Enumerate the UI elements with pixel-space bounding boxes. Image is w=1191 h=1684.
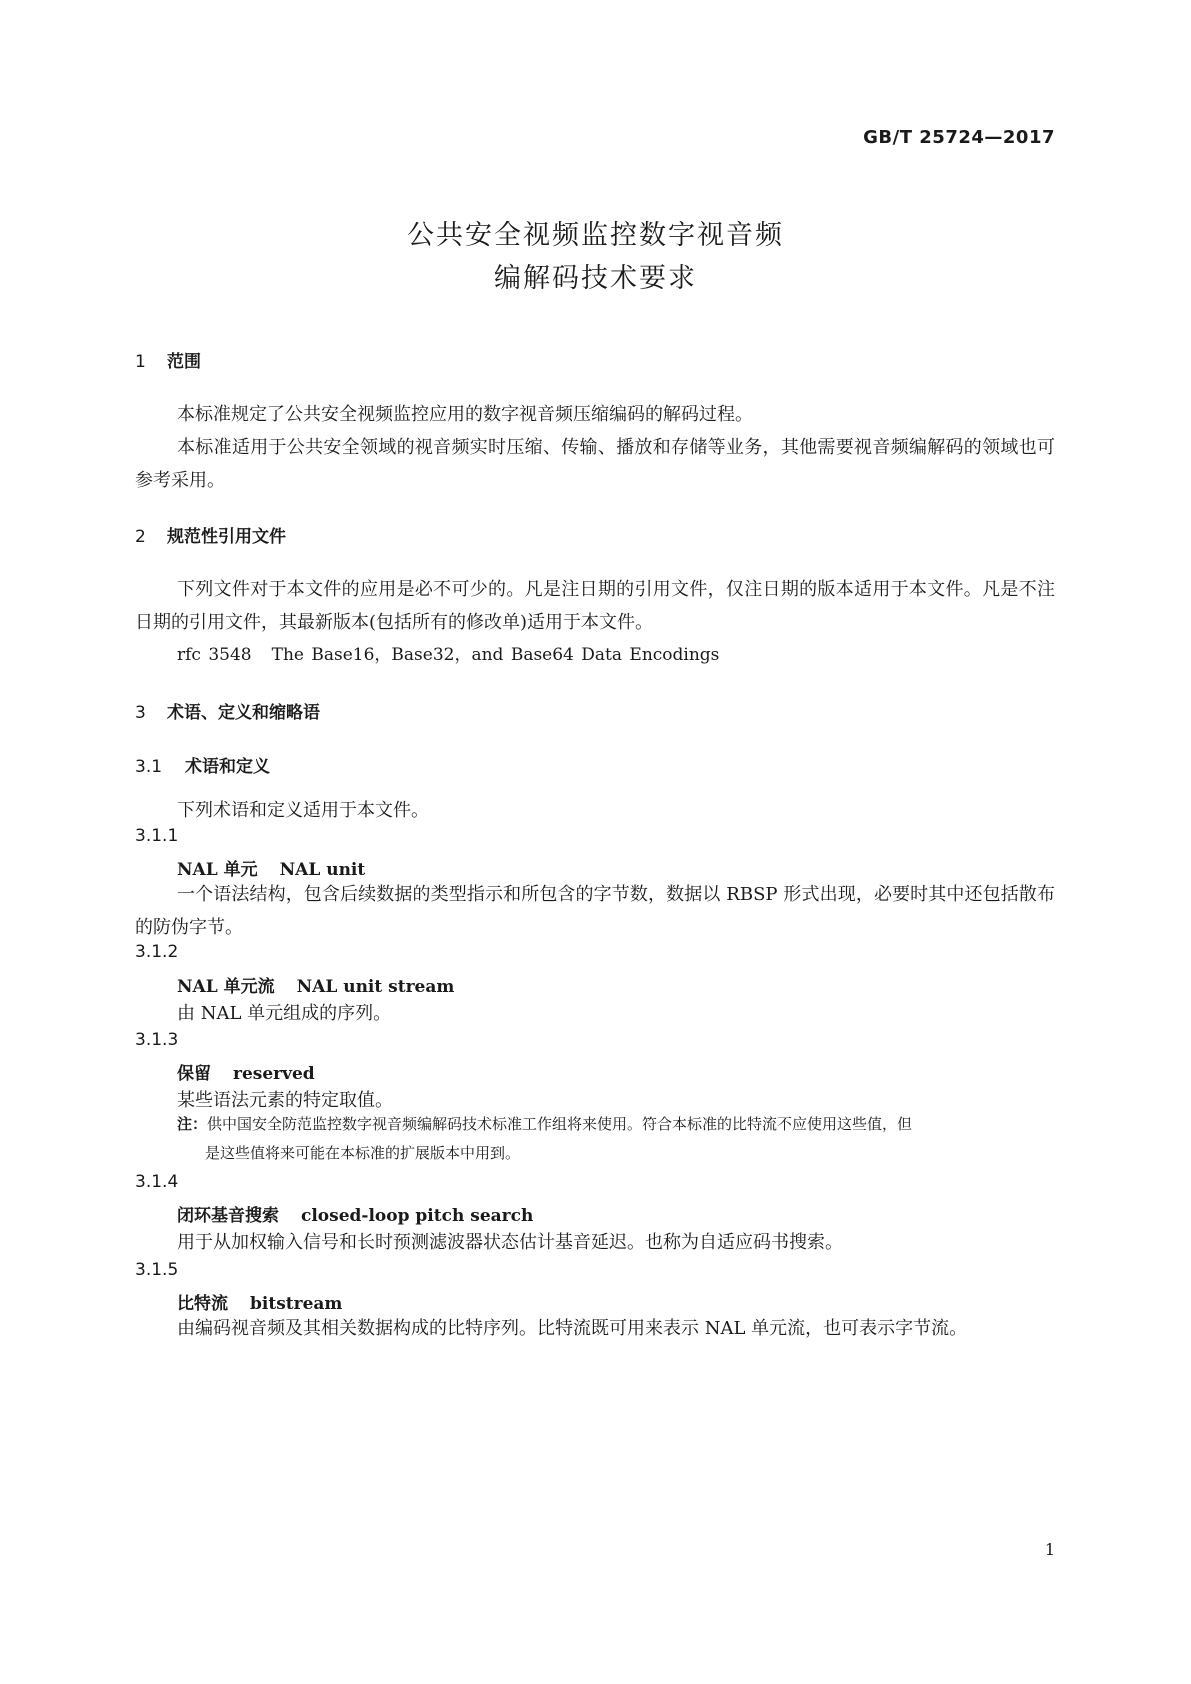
term-heading — [177, 1201, 533, 1226]
term-definition: 由编码视音频及其相关数据构成的比特序列。比特流既可用来表示 NAL 单元流，也可表示字节流。 — [177, 1318, 968, 1339]
section-3-1-heading — [135, 752, 270, 777]
section-3-1-intro: 下列术语和定义适用于本文件。 — [177, 800, 429, 821]
section-title: 术语和定义 — [185, 757, 270, 777]
term-definition: 由 NAL 单元组成的序列。 — [177, 1003, 392, 1024]
term-en: bitstream — [250, 1294, 343, 1314]
term-zh: NAL 单元流 — [177, 977, 275, 997]
reference-title: The Base16，Base32，and Base64 Data Encodings — [271, 645, 720, 665]
term-number: 3.1.2 — [135, 942, 179, 962]
section-1-paragraph-1: 本标准规定了公共安全视频监控应用的数字视音频压缩编码的解码过程。 — [177, 404, 753, 425]
document-title-line1: 公共安全视频监控数字视音频 — [407, 220, 784, 251]
term-zh: 闭环基音搜索 — [177, 1206, 279, 1226]
section-1-paragraph-2: 本标准适用于公共安全领域的视音频实时压缩、传输、播放和存储等业务，其他需要视音频编解码的领域也可参考采用。 — [135, 437, 1055, 491]
normative-reference — [177, 640, 719, 665]
section-number: 3 — [135, 703, 146, 723]
section-number: 3.1 — [135, 757, 163, 777]
standard-code: GB/T 25724—2017 — [863, 127, 1055, 148]
term-definition: 用于从加权输入信号和长时预测滤波器状态估计基音延迟。也称为自适应码书搜索。 — [177, 1232, 843, 1253]
section-2-heading — [135, 522, 286, 547]
term-zh: NAL 单元 — [177, 860, 258, 880]
section-title: 范围 — [167, 352, 201, 372]
document-title-line2: 编解码技术要求 — [494, 263, 697, 294]
note-label: 注： — [177, 1115, 208, 1133]
term-definition: 某些语法元素的特定取值。 — [177, 1090, 393, 1111]
term-en: NAL unit stream — [296, 977, 455, 997]
section-3-heading — [135, 698, 320, 723]
term-en: closed-loop pitch search — [301, 1206, 534, 1226]
section-1-heading — [135, 347, 201, 372]
section-title: 规范性引用文件 — [167, 527, 286, 547]
section-title: 术语、定义和缩略语 — [167, 703, 320, 723]
note-text-line1: 供中国安全防范监控数字视音频编解码技术标准工作组将来使用。符合本标准的比特流不应使用这些值，但 — [207, 1115, 913, 1133]
term-definition: 一个语法结构，包含后续数据的类型指示和所包含的字节数，数据以 RBSP 形式出现，必要时其中还包括散布的防伪字节。 — [135, 884, 1055, 938]
term-heading — [177, 972, 454, 997]
section-2-paragraph: 下列文件对于本文件的应用是必不可少的。凡是注日期的引用文件，仅注日期的版本适用于本文件。凡是不注日期的引用文件，其最新版本(包括所有的修改单)适用于本文件。 — [135, 579, 1055, 633]
term-heading — [177, 1289, 342, 1314]
reference-id: rfc 3548 — [177, 645, 252, 665]
section-number: 1 — [135, 352, 146, 372]
term-note — [177, 1110, 1055, 1168]
term-heading — [177, 855, 365, 880]
term-zh: 保留 — [177, 1064, 211, 1084]
term-number: 3.1.5 — [135, 1260, 179, 1280]
term-zh: 比特流 — [177, 1294, 228, 1314]
page-number: 1 — [1044, 1540, 1055, 1559]
section-number: 2 — [135, 527, 146, 547]
term-en: reserved — [233, 1064, 315, 1084]
term-number: 3.1.3 — [135, 1030, 179, 1050]
term-number: 3.1.4 — [135, 1172, 179, 1192]
term-number: 3.1.1 — [135, 826, 179, 846]
note-text-line2: 是这些值将来可能在本标准的扩展版本中用到。 — [205, 1144, 521, 1162]
term-heading — [177, 1059, 315, 1084]
term-en: NAL unit — [279, 860, 366, 880]
